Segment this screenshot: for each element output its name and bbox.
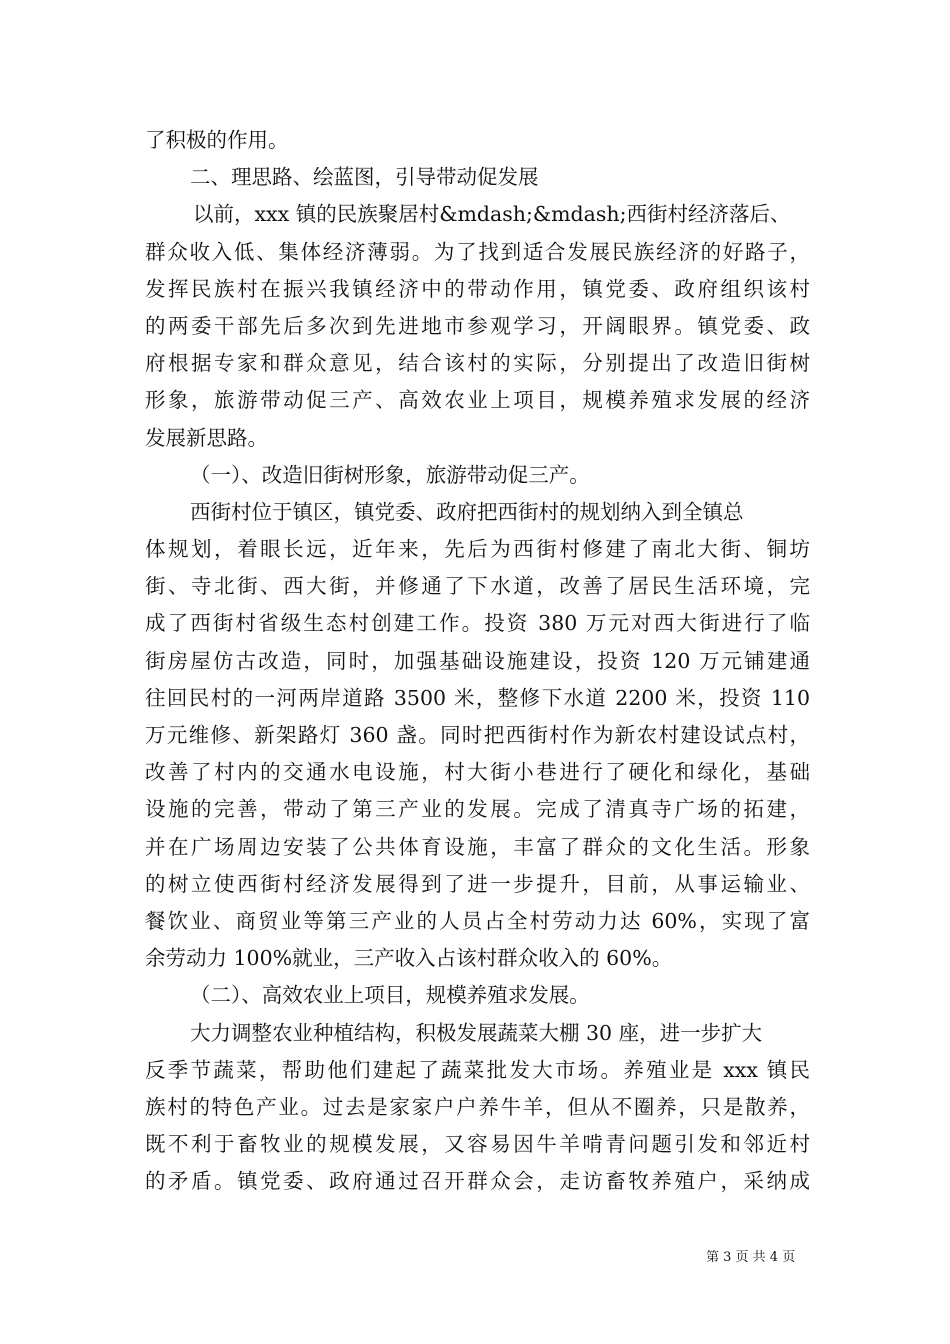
text-line: 的两委干部先后多次到先进地市参观学习，开阔眼界。镇党委、政 (145, 313, 810, 338)
text-line: 并在广场周边安装了公共体育设施，丰富了群众的文化生活。形象 (145, 834, 810, 859)
paragraph-first-line: 以前，xxx 镇的民族聚居村&mdash;&mdash;西街村经济落后、 (193, 202, 791, 227)
text-line: 发展新思路。 (145, 425, 268, 450)
text-line: 发挥民族村在振兴我镇经济中的带动作用，镇党委、政府组织该村 (145, 276, 810, 301)
text-line: 万元维修、新架路灯 360 盏。同时把西街村作为新农村建设试点村， (145, 723, 810, 747)
paragraph-first-line: 大力调整农业种植结构，积极发展蔬菜大棚 30 座，进一步扩大 (190, 1020, 763, 1045)
document-body (145, 122, 810, 1200)
text-line: 设施的完善，带动了第三产业的发展。完成了清真寺广场的拓建， (145, 797, 810, 822)
page-number: 第 3 页 共 4 页 (706, 1250, 796, 1265)
sub-heading: （二）、高效农业上项目，规模养殖求发展。 (190, 983, 590, 1008)
text-line: 反季节蔬菜，帮助他们建起了蔬菜批发大市场。养殖业是 xxx 镇民 (145, 1057, 810, 1082)
text-line: 往回民村的一河两岸道路 3500 米，整修下水道 2200 米，投资 110 (145, 685, 810, 710)
text-line: 了积极的作用。 (145, 128, 289, 152)
text-line: 形象，旅游带动促三产、高效农业上项目，规模养殖求发展的经济 (145, 388, 810, 413)
text-line: 街、寺北街、西大街，并修通了下水道，改善了居民生活环境，完 (145, 574, 810, 599)
paragraph-first-line: 西街村位于镇区，镇党委、政府把西街村的规划纳入到全镇总 (190, 499, 744, 524)
sub-heading: （一）、改造旧街树形象，旅游带动促三产。 (190, 462, 590, 487)
text-line: 改善了村内的交通水电设施，村大街小巷进行了硬化和绿化，基础 (145, 760, 810, 785)
section-heading: 二、理思路、绘蓝图，引导带动促发展 (190, 165, 539, 190)
text-line: 既不利于畜牧业的规模发展，又容易因牛羊啃青问题引发和邻近村 (145, 1132, 810, 1157)
text-line: 群众收入低、集体经济薄弱。为了找到适合发展民族经济的好路子， (145, 239, 810, 264)
text-line: 的矛盾。镇党委、政府通过召开群众会，走访畜牧养殖户，采纳成 (145, 1169, 810, 1194)
text-line: 族村的特色产业。过去是家家户户养牛羊，但从不圈养，只是散养， (145, 1094, 810, 1119)
text-line: 街房屋仿古改造，同时，加强基础设施建设，投资 120 万元铺建通 (145, 648, 810, 673)
text-line: 余劳动力 100%就业，三产收入占该村群众收入的 60%。 (145, 946, 673, 971)
text-line: 成了西街村省级生态村创建工作。投资 380 万元对西大街进行了临 (145, 611, 810, 636)
text-line: 体规划，着眼长远，近年来，先后为西街村修建了南北大街、铜坊 (145, 537, 810, 562)
text-line: 餐饮业、商贸业等第三产业的人员占全村劳动力达 60%，实现了富 (145, 908, 810, 933)
text-line: 的树立使西街村经济发展得到了进一步提升，目前，从事运输业、 (145, 871, 810, 896)
text-line: 府根据专家和群众意见，结合该村的实际，分别提出了改造旧街树 (145, 351, 810, 376)
